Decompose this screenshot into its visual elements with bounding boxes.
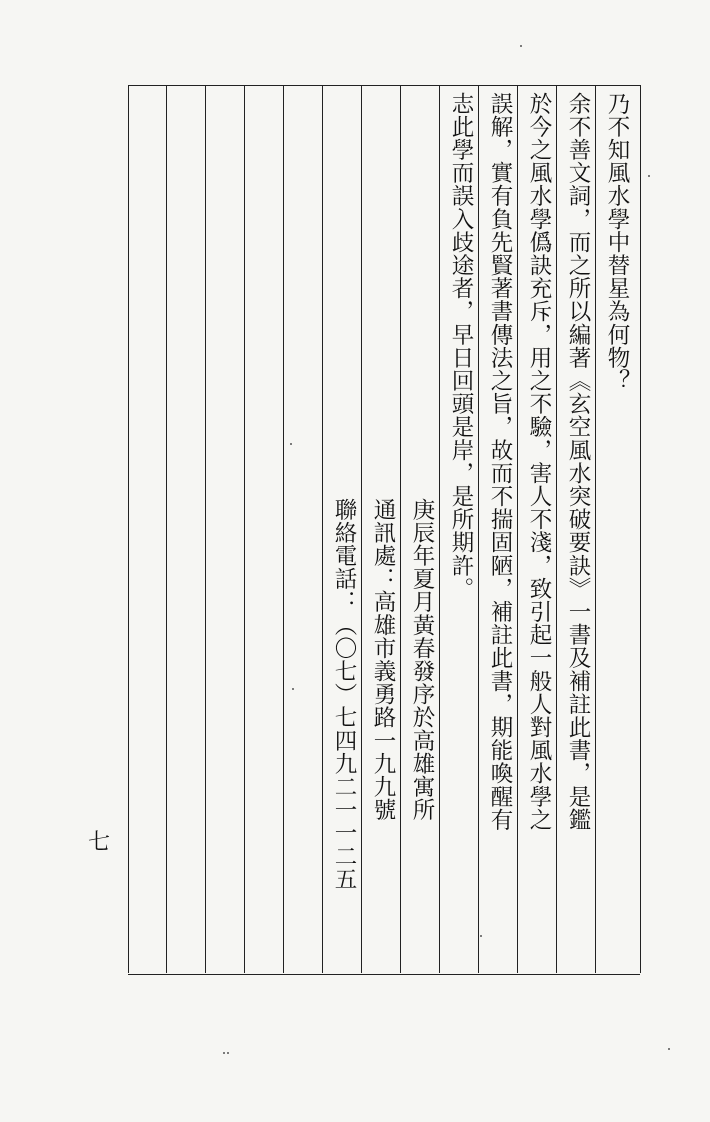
text-column-3: 於今之風水學僞訣充斥，用之不驗，害人不淺，致引起一般人對風水學之: [526, 92, 552, 832]
text-column-4: 誤解，實有負先賢著書傳法之旨，故而不揣固陋，補註此書，期能喚醒有: [487, 92, 513, 832]
scan-speck: [520, 45, 522, 47]
column-rule: [205, 85, 206, 973]
scan-speck: [648, 175, 650, 177]
column-rule: [244, 85, 245, 973]
scan-speck: [668, 1048, 670, 1050]
scan-speck: [227, 1052, 229, 1054]
column-rule: [166, 85, 167, 973]
column-rule: [322, 85, 323, 973]
text-column-5: 志此學而誤入歧途者，早日回頭是岸，是所期許。: [448, 92, 474, 601]
column-rule: [128, 85, 129, 973]
scan-speck: [292, 688, 294, 690]
text-column-1: 乃不知風水學中替星為何物？: [604, 92, 630, 393]
scan-speck: [223, 1052, 225, 1054]
column-rule: [283, 85, 284, 973]
contact-phone: 聯絡電話：（〇七）七四九二一一二五: [331, 498, 357, 891]
column-rule: [640, 85, 641, 973]
scan-speck: [480, 935, 482, 937]
scan-speck: [290, 443, 292, 445]
page-number: 七: [88, 830, 111, 855]
author-signature: 庚辰年夏月黃春發序於高雄寓所: [409, 498, 435, 822]
contact-address: 通訊處：高雄市義勇路一九九號: [370, 498, 396, 822]
text-column-2: 余不善文詞，而之所以編著《玄空風水突破要訣》一書及補註此書，是鑑: [565, 92, 591, 832]
